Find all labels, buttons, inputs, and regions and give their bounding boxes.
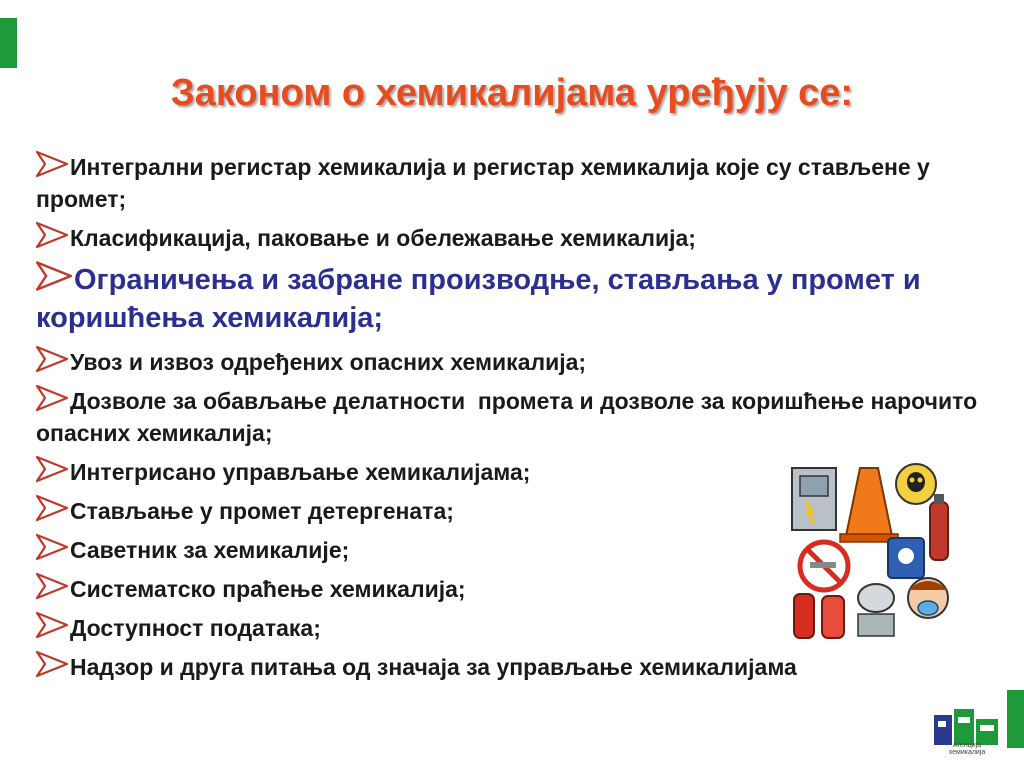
list-item bbox=[36, 345, 986, 378]
arrow-bullet-icon bbox=[36, 572, 68, 600]
arrow-bullet-icon bbox=[36, 221, 68, 249]
accent-bar-bottom-right bbox=[1007, 690, 1024, 748]
list-item-text: Увоз и извоз одређених опасних хемикалија; bbox=[70, 349, 587, 375]
list-item-text: Ограничења и забране производње, стављања у промет и коришћења хемикалија; bbox=[36, 264, 921, 334]
accent-bar-top-left bbox=[0, 18, 17, 68]
arrow-bullet-icon bbox=[36, 260, 72, 292]
list-item-text: Дозволе за обављање делатности промета и дозволе за коришћење нарочито опасних хемикалија; bbox=[36, 388, 984, 446]
list-item bbox=[36, 150, 986, 215]
list-item-text: Систематско праћење хемикалија; bbox=[70, 576, 466, 602]
list-item-text: Стављање у промет детергената; bbox=[70, 498, 454, 524]
list-item bbox=[36, 221, 986, 254]
arrow-bullet-icon bbox=[36, 533, 68, 561]
arrow-bullet-icon bbox=[36, 650, 68, 678]
list-item-text: Интегрисано управљање хемикалијама; bbox=[70, 459, 531, 485]
list-item-text: Саветник за хемикалије; bbox=[70, 537, 350, 563]
list-item bbox=[36, 650, 986, 683]
arrow-bullet-icon bbox=[36, 384, 68, 412]
arrow-bullet-icon bbox=[36, 150, 68, 178]
list-item bbox=[36, 384, 986, 449]
list-item-text: Доступност података; bbox=[70, 615, 321, 641]
arrow-bullet-icon bbox=[36, 611, 68, 639]
logo-caption: Агенција хемикалија bbox=[948, 742, 986, 756]
list-item-text: Надзор и друга питања од значаја за управљање хемикалијама bbox=[70, 654, 797, 680]
list-item-text: Интегрални регистар хемикалија и регистар хемикалија које су стављене у промет; bbox=[36, 154, 930, 212]
slide-title: Законом о хемикалијама уређују се: bbox=[170, 72, 854, 114]
list-item-emphasis bbox=[36, 260, 986, 337]
arrow-bullet-icon bbox=[36, 494, 68, 522]
arrow-bullet-icon bbox=[36, 345, 68, 373]
list-item-text: Класификација, паковање и обележавање хемикалија; bbox=[70, 225, 696, 251]
arrow-bullet-icon bbox=[36, 455, 68, 483]
hazard-clipart bbox=[788, 458, 958, 640]
